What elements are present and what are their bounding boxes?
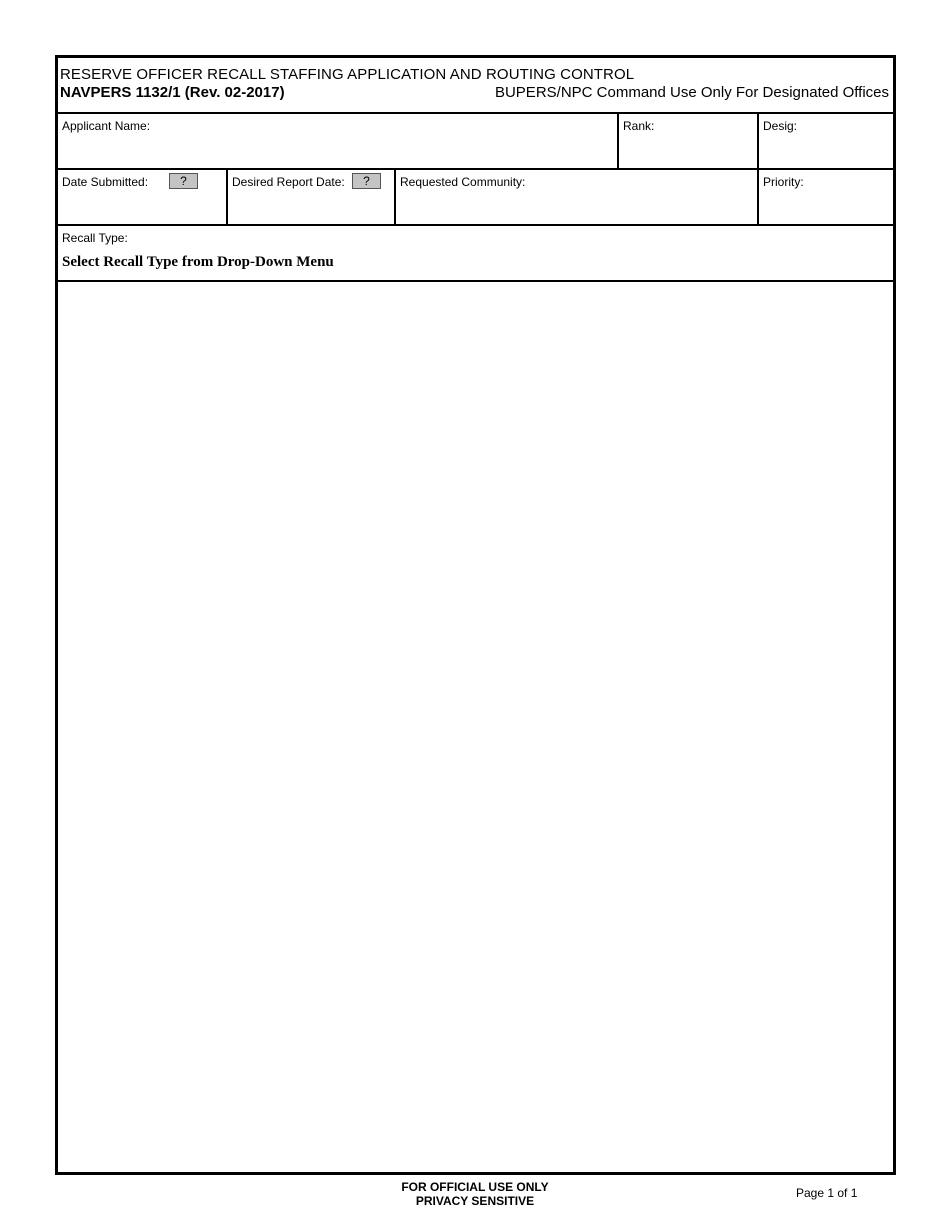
form-row-dates <box>58 170 893 226</box>
priority-field[interactable] <box>757 170 893 224</box>
applicant-name-field[interactable] <box>58 114 617 168</box>
footer-privacy: PRIVACY SENSITIVE <box>415 1194 535 1208</box>
date-submitted-field[interactable] <box>58 170 226 224</box>
rank-label: Rank: <box>623 119 655 133</box>
date-submitted-help-button[interactable]: ? <box>169 173 198 189</box>
form-row-recall-type <box>58 226 893 282</box>
recall-type-label: Recall Type: <box>62 231 128 245</box>
form-row-applicant <box>58 114 893 170</box>
page-number: Page 1 of 1 <box>796 1186 858 1200</box>
priority-label: Priority: <box>763 175 804 189</box>
form-frame <box>55 55 896 1175</box>
desig-label: Desig: <box>763 119 798 133</box>
desig-field[interactable] <box>757 114 893 168</box>
recall-type-dropdown[interactable]: Select Recall Type from Drop-Down Menu <box>62 254 334 270</box>
form-number: NAVPERS 1132/1 (Rev. 02-2017) <box>60 84 285 101</box>
footer-official-use: FOR OFFICIAL USE ONLY <box>401 1180 549 1194</box>
requested-community-field[interactable] <box>394 170 757 224</box>
form-header <box>58 58 893 114</box>
desired-report-date-field[interactable] <box>226 170 394 224</box>
date-submitted-label: Date Submitted: <box>62 175 149 189</box>
form-body-area[interactable] <box>58 283 893 1172</box>
applicant-name-label: Applicant Name: <box>62 119 151 133</box>
form-title: RESERVE OFFICER RECALL STAFFING APPLICATION AND ROUTING CONTROL <box>60 66 635 83</box>
desired-report-date-help-button[interactable]: ? <box>352 173 381 189</box>
command-use-note: BUPERS/NPC Command Use Only For Designated Offices <box>494 84 889 101</box>
recall-type-field <box>58 226 893 280</box>
desired-report-date-label: Desired Report Date: <box>232 175 345 189</box>
requested-community-label: Requested Community: <box>400 175 526 189</box>
rank-field[interactable] <box>617 114 757 168</box>
